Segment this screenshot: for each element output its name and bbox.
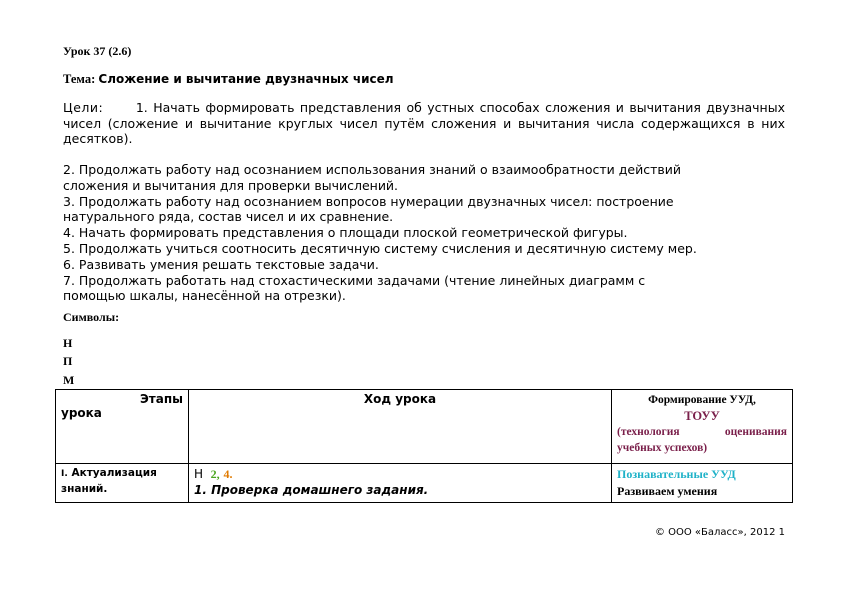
footer-copyright: © ООО «Баласс», 2012 1 [654,527,785,538]
header-uud [612,390,793,464]
table-header-row [56,390,793,464]
lesson-number: Урок 37 (2.6) [63,44,132,58]
symbol-letter-n: Н [63,336,73,350]
header-stages-line2: урока [61,406,102,420]
lesson-flow-cell [189,464,612,503]
goal-item: 3. Продолжать работу над осознанием вопросов нумерации двузначных чисел: построение натурального ряда, состав чисел и их сравнение. [63,193,674,225]
stage-number: I. [61,469,68,479]
goal-item: 5. Продолжать учиться соотносить десятичную систему счисления и десятичную систему мер. [63,240,697,256]
header-tech-line1: (технология оценивания [617,426,787,438]
task-number-orange: 4. [223,467,233,481]
stage-text: Актуализация знаний. [61,467,157,495]
header-uud-line1: Формирование УУД, [648,394,756,406]
header-lesson-flow: Ход урока [189,390,612,464]
goals-paragraph [63,100,785,147]
goals-list [63,162,785,304]
topic-value: Сложение и вычитание двузначных чисел [98,72,394,86]
symbol-letter-p: П [63,354,73,368]
header-stages-line1: Этапы [139,392,183,406]
header-tech-line2: учебных успехов) [617,442,708,454]
header-stages [56,390,189,464]
task-number-green: 2, [210,467,220,481]
level-letter: Н [194,467,204,481]
homework-check-title: 1. Проверка домашнего задания. [194,483,429,497]
uud-title: Познавательные УУД [617,467,736,481]
topic-label: Тема: [63,72,96,86]
level-line [194,466,606,482]
symbol-letter-m: М [63,373,75,387]
goal-item: 2. Продолжать работу над осознанием использования знаний о взаимообратности действий сложения и вычитания для проверки вычислений. [63,162,681,193]
uud-text: Развиваем умения [617,484,718,498]
goals-label: Цели: [63,100,104,115]
goal-item-1: 1. Начать формировать представления об устных способах сложения и вычитания двузначных чисел (сложение и вычитание круглых чисел путём сложения и вычитания числа содержащихся в них десятков). [63,100,785,146]
topic-line [63,72,394,87]
stage-cell [56,464,189,503]
lesson-table [55,389,793,503]
uud-cell [612,464,793,503]
symbols-label: Символы: [63,310,120,324]
table-row [56,464,793,503]
header-touu: ТОУУ [684,409,720,423]
goal-item: 4. Начать формировать представления о площади плоской геометрической фигуры. [63,225,628,241]
goal-item: 6. Развивать умения решать текстовые задачи. [63,256,379,272]
goal-item: 7. Продолжать работать над стохастическими задачами (чтение линейных диаграмм с помощью шкалы, нанесённой на отрезки). [63,272,646,304]
